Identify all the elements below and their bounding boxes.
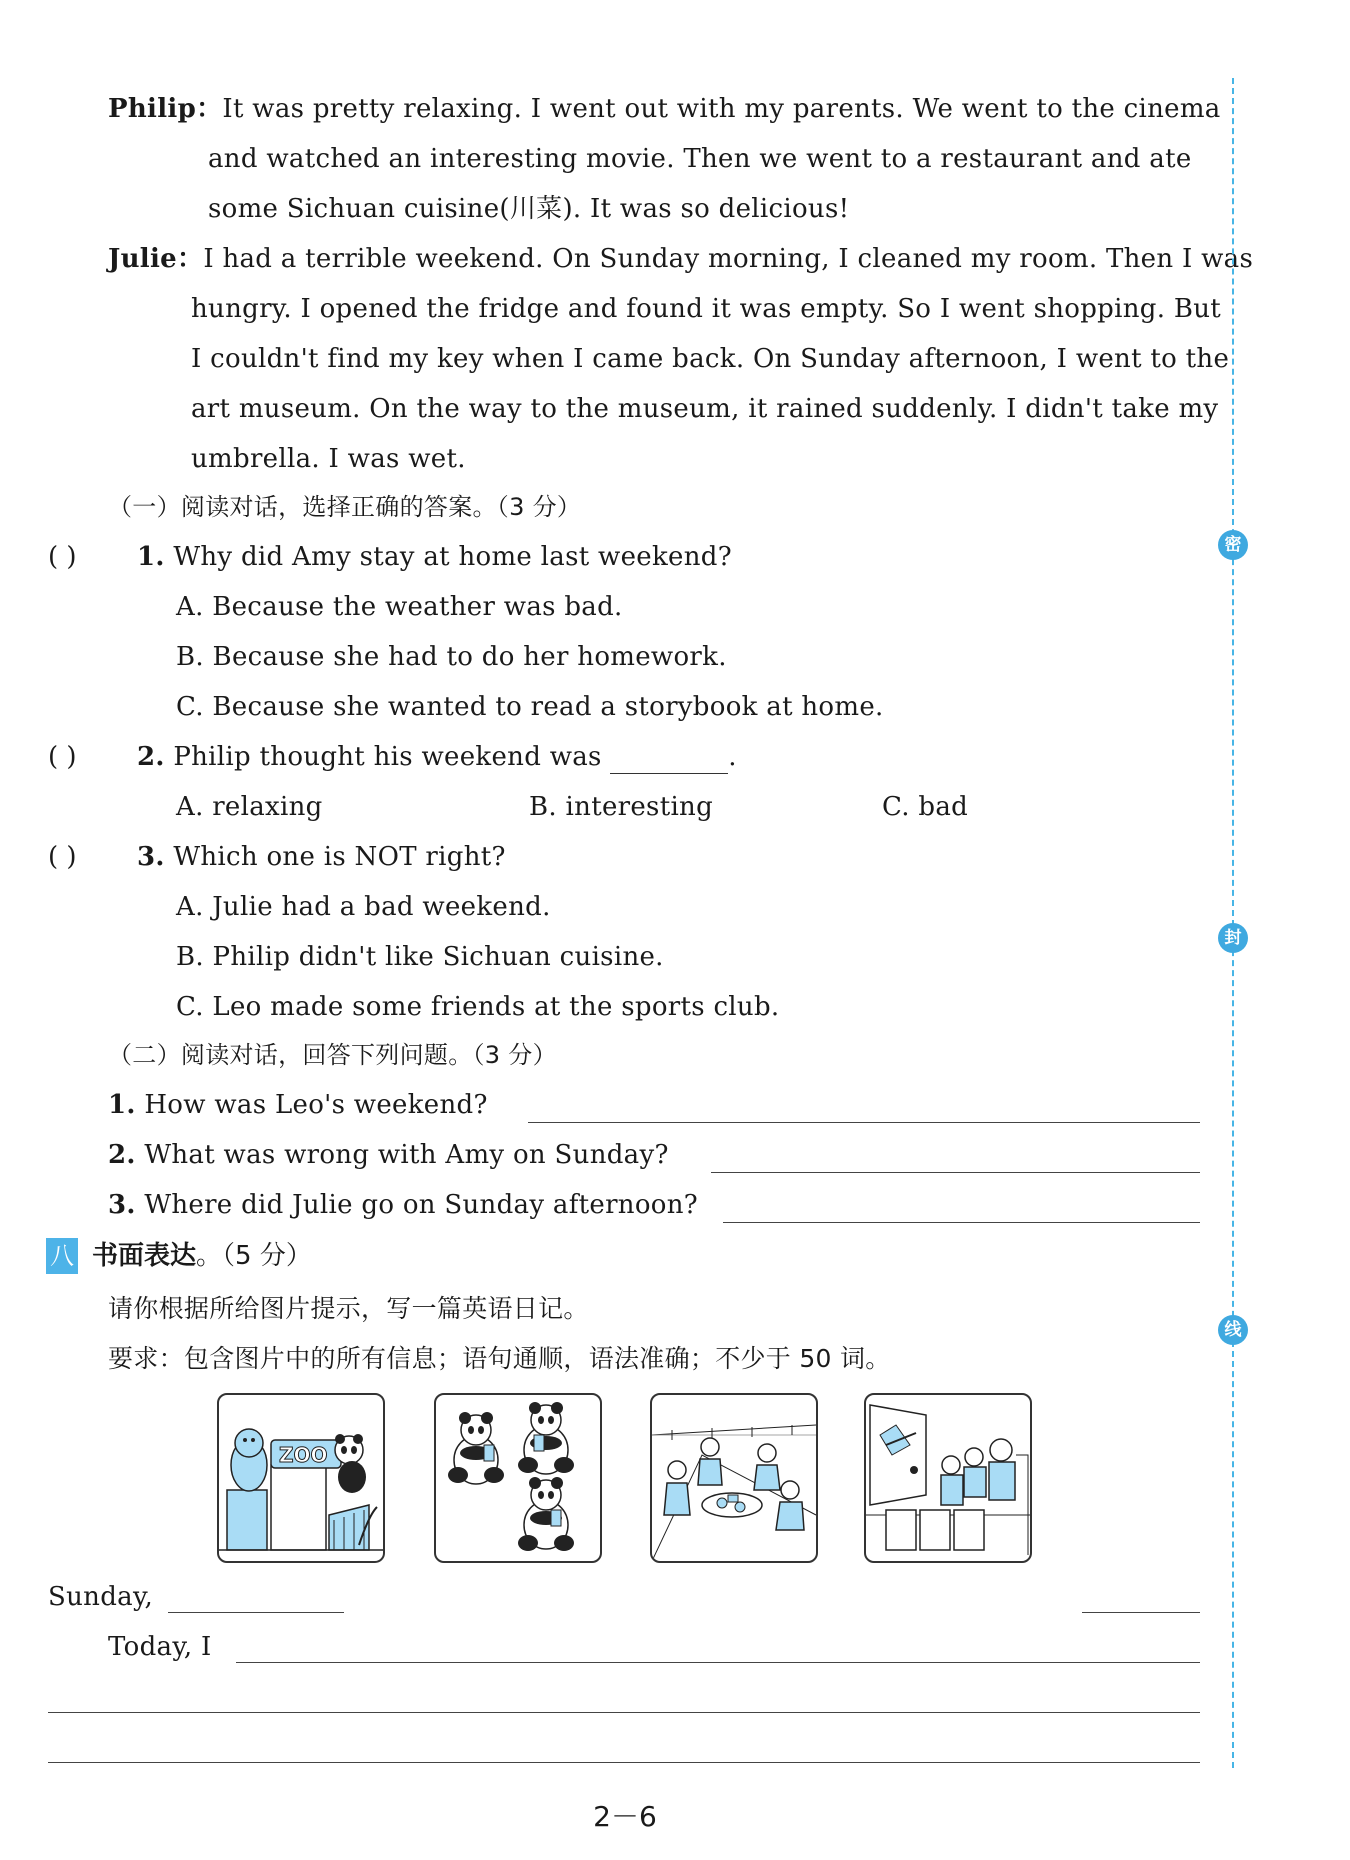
- question-3: 3. Which one is NOT right?: [137, 842, 506, 872]
- question-2: 2. Philip thought his weekend was .: [137, 742, 737, 772]
- q2-option-c: C. bad: [882, 792, 969, 822]
- diary-writing-line-1[interactable]: [236, 1662, 1200, 1663]
- q1-option-b: B. Because she had to do her homework.: [176, 642, 727, 672]
- q2-option-b: B. interesting: [529, 792, 714, 822]
- section-title: 书面表达。（5 分）: [92, 1241, 312, 1271]
- section-number-badge: 八: [46, 1238, 78, 1274]
- fill-in-blank[interactable]: [610, 747, 728, 774]
- diary-writing-line-3[interactable]: [48, 1762, 1200, 1763]
- julie-line-5: umbrella. I was wet.: [191, 444, 466, 474]
- picnic-image: [650, 1393, 818, 1563]
- julie-line-1: Julie：I had a terrible weekend. On Sunday morning, I cleaned my room. Then I was: [108, 244, 1254, 274]
- pandas-eating-image: [434, 1393, 602, 1563]
- answer-line-2[interactable]: [711, 1172, 1200, 1173]
- 3d-movie-image: [864, 1393, 1032, 1563]
- answer-line-3[interactable]: [723, 1222, 1200, 1223]
- short-question-3: 3. Where did Julie go on Sunday afternoon?: [108, 1190, 699, 1220]
- julie-line-3: I couldn't find my key when I came back. On Sunday afternoon, I went to the: [191, 344, 1230, 374]
- speaker-philip: Philip：: [108, 94, 223, 124]
- writing-instruction: 请你根据所给图片提示，写一篇英语日记。: [108, 1294, 589, 1323]
- diary-date-label: Sunday,: [48, 1582, 154, 1612]
- q1-option-a: A. Because the weather was bad.: [176, 592, 623, 622]
- speaker-julie: Julie：: [108, 244, 204, 274]
- philip-line-1: Philip：It was pretty relaxing. I went out with my parents. We went to the cinema: [108, 94, 1221, 124]
- q3-option-b: B. Philip didn't like Sichuan cuisine.: [176, 942, 664, 972]
- answer-box-3[interactable]: ( ): [48, 842, 77, 872]
- answer-box-1[interactable]: ( ): [48, 542, 77, 572]
- q2-option-a: A. relaxing: [176, 792, 323, 822]
- answer-line-1[interactable]: [528, 1122, 1200, 1123]
- answer-box-2[interactable]: ( ): [48, 742, 77, 772]
- page-number: 2－6: [593, 1800, 657, 1833]
- part2-title: （二）阅读对话，回答下列问题。（3 分）: [108, 1041, 557, 1069]
- seal-mark-feng: 封: [1218, 923, 1248, 953]
- diary-start: Today, I: [108, 1632, 212, 1662]
- short-question-1: 1. How was Leo's weekend?: [108, 1090, 488, 1120]
- philip-line-3: some Sichuan cuisine(川菜). It was so delicious!: [208, 194, 850, 224]
- seal-mark-xian: 线: [1218, 1315, 1248, 1345]
- julie-line-4: art museum. On the way to the museum, it rained suddenly. I didn't take my: [191, 394, 1219, 424]
- question-1: 1. Why did Amy stay at home last weekend?: [137, 542, 732, 572]
- writing-requirement: 要求：包含图片中的所有信息；语句通顺，语法准确；不少于 50 词。: [108, 1344, 891, 1373]
- short-question-2: 2. What was wrong with Amy on Sunday?: [108, 1140, 669, 1170]
- q3-option-c: C. Leo made some friends at the sports club.: [176, 992, 780, 1022]
- q1-option-c: C. Because she wanted to read a storybook at home.: [176, 692, 884, 722]
- diary-writing-line-2[interactable]: [48, 1712, 1200, 1713]
- diary-date-line[interactable]: [168, 1612, 344, 1613]
- q3-option-a: A. Julie had a bad weekend.: [176, 892, 551, 922]
- julie-line-2: hungry. I opened the fridge and found it was empty. So I went shopping. But: [191, 294, 1222, 324]
- seal-mark-mi: 密: [1218, 530, 1248, 560]
- philip-line-2: and watched an interesting movie. Then we went to a restaurant and ate: [208, 144, 1192, 174]
- diary-weather-line[interactable]: [1082, 1612, 1200, 1613]
- part1-title: （一）阅读对话，选择正确的答案。（3 分）: [108, 493, 582, 521]
- zoo-entrance-image: [217, 1393, 385, 1563]
- zoo-sign: ZOO: [279, 1443, 328, 1467]
